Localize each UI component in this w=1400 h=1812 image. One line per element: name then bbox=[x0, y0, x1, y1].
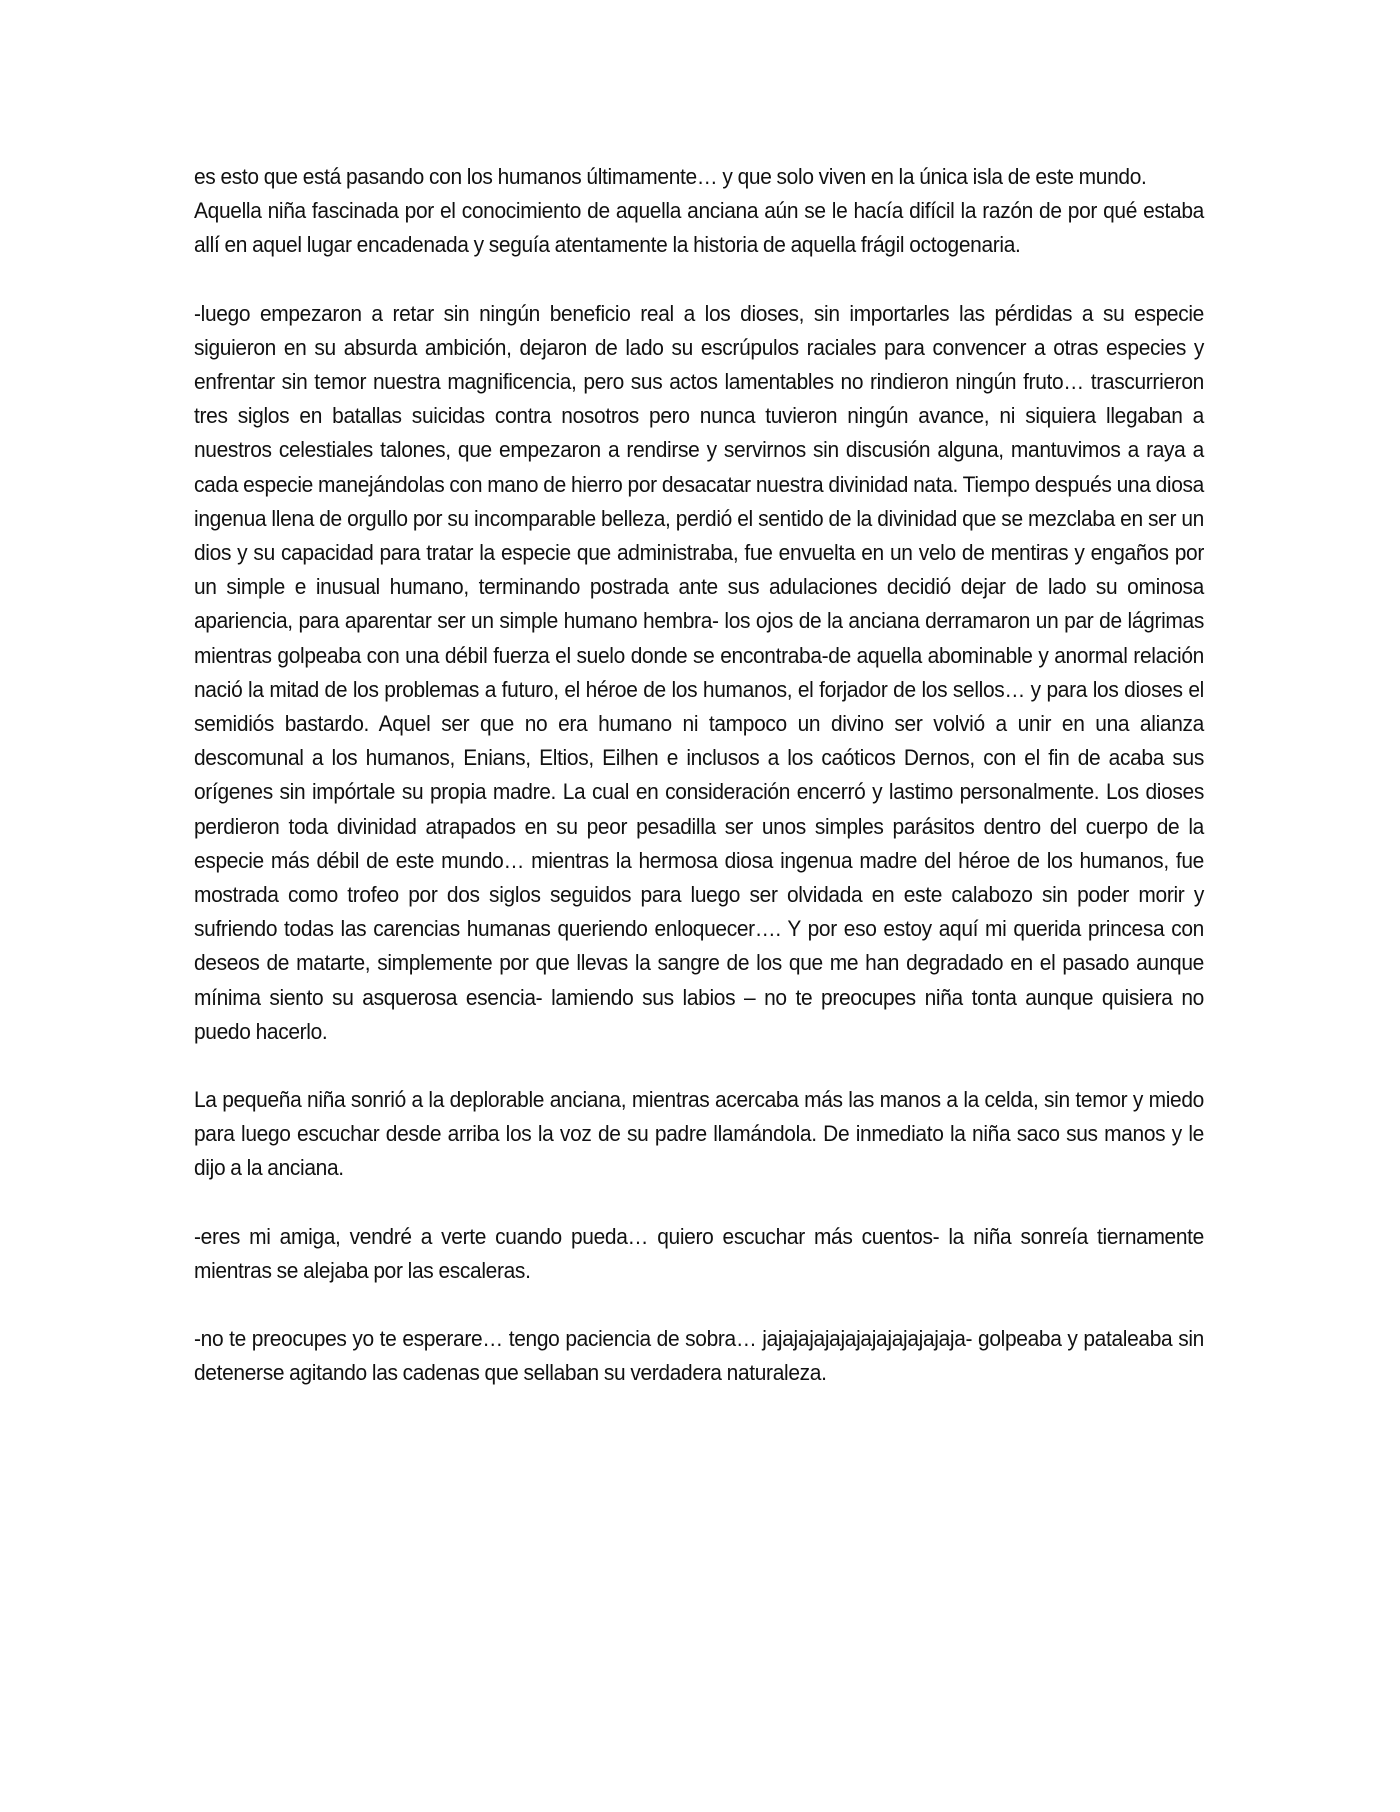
paragraph-gap bbox=[194, 263, 1204, 297]
paragraph-4: La pequeña niña sonrió a la deplorable anciana, mientras acercaba más las manos a la celda, sin temor y miedo para luego escuchar desde arriba los la voz de su padre llamándola. De inmediato la niña saco sus manos y le dijo a la anciana. bbox=[194, 1087, 1204, 1181]
paragraph-gap bbox=[194, 1288, 1204, 1322]
document-body bbox=[194, 160, 1204, 1391]
paragraph-1: es esto que está pasando con los humanos últimamente… y que solo viven en la única isla de este mundo. bbox=[194, 164, 1147, 189]
paragraph-gap bbox=[194, 1186, 1204, 1220]
paragraph-3: -luego empezaron a retar sin ningún beneficio real a los dioses, sin importarles las pérdidas a su especie siguieron en su absurda ambición, dejaron de lado su escrúpulos raciales para convencer a otras especies y enfrentar sin temor nuestra magnificencia, pero sus actos lamentables no rindieron ningún fruto… trascurrieron tres siglos en batallas suicidas contra nosotros pero nunca tuvieron ningún avance, ni siquiera llegaban a nuestros celestiales talones, que empezaron a rendirse y servirnos sin discusión alguna, mantuvimos a raya a cada especie manejándolas con mano de hierro por desacatar nuestra divinidad nata. Tiempo después una diosa ingenua llena de orgullo por su incomparable belleza, perdió el sentido de la divinidad que se mezclaba en ser un dios y su capacidad para tratar la especie que administraba, fue envuelta en un velo de mentiras y engaños por un simple e inusual humano, terminando postrada ante sus adulaciones decidió dejar de lado su ominosa apariencia, para aparentar ser un simple humano hembra- los ojos de la anciana derramaron un par de lágrimas mientras golpeaba con una débil fuerza el suelo donde se encontraba-de aquella abominable y anormal relación nació la mitad de los problemas a futuro, el héroe de los humanos, el forjador de los sellos… y para los dioses el semidiós bastardo. Aquel ser que no era humano ni tampoco un divino ser volvió a unir en una alianza descomunal a los humanos, Enians, Eltios, Eilhen e inclusos a los caóticos Dernos, con el fin de acaba sus orígenes sin impórtale su propia madre. La cual en consideración encerró y lastimo personalmente. Los dioses perdieron toda divinidad atrapados en su peor pesadilla ser unos simples parásitos dentro del cuerpo de la especie más débil de este mundo… mientras la hermosa diosa ingenua madre del héroe de los humanos, fue mostrada como trofeo por dos siglos seguidos para luego ser olvidada en este calabozo sin poder morir y sufriendo todas las carencias humanas queriendo enloquecer…. Y por eso estoy aquí mi querida princesa con deseos de matarte, simplemente por que llevas la sangre de los que me han degradado en el pasado aunque mínima siento su asquerosa esencia- lamiendo sus labios – no te preocupes niña tonta aunque quisiera no puedo hacerlo. bbox=[194, 300, 1204, 1044]
paragraph-2: Aquella niña fascinada por el conocimiento de aquella anciana aún se le hacía difícil la razón de por qué estaba allí en aquel lugar encadenada y seguía atentamente la historia de aquella frágil octogenaria. bbox=[194, 198, 1204, 258]
paragraph-5: -eres mi amiga, vendré a verte cuando pueda… quiero escuchar más cuentos- la niña sonreía tiernamente mientras se alejaba por las escaleras. bbox=[194, 1223, 1204, 1283]
paragraph-6: -no te preocupes yo te esperare… tengo paciencia de sobra… jajajajajajajajajajajajaja- golpeaba y pataleaba sin detenerse agitando las cadenas que sellaban su verdadera naturaleza. bbox=[194, 1326, 1204, 1386]
paragraph-gap bbox=[194, 1049, 1204, 1083]
